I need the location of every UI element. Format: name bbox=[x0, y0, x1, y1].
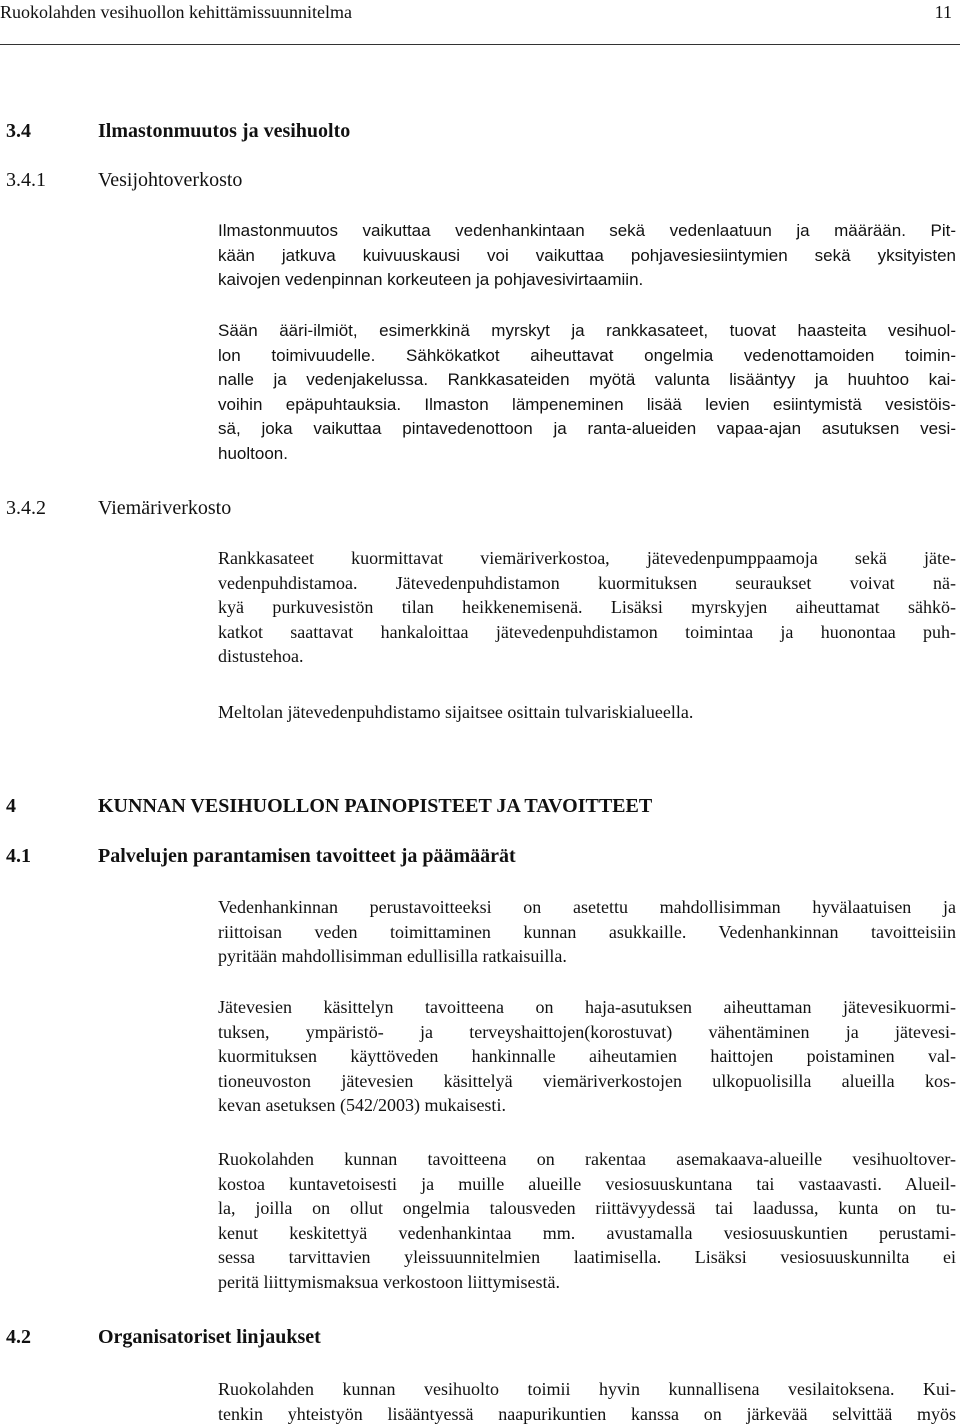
heading-3-4 bbox=[6, 120, 350, 143]
document-title: Ruokolahden vesihuollon kehittämissuunnitelma bbox=[0, 2, 352, 22]
text-line: kään jatkuva kuivuuskausi voi vaikuttaa pohjavesiesiintymien sekä yksityisten bbox=[218, 245, 956, 265]
paragraph-extreme-weather bbox=[218, 319, 956, 466]
text-line: kostoa kuntavetoisesti ja muille alueille vesiosuuskuntana tai vastaavasti. Alueil- bbox=[218, 1173, 956, 1194]
text-line: kyä purkuvesistön tilan heikkenemisenä. Lisäksi myrskyjen aiheuttamat sähkö- bbox=[218, 597, 956, 617]
heading-number: 4.1 bbox=[6, 845, 31, 867]
text-line: Ruokolahden kunnan tavoitteena on rakentaa asemakaava-alueille vesihuoltover- bbox=[218, 1149, 956, 1169]
heading-title: Viemäriverkosto bbox=[98, 497, 232, 519]
text-line: sä, joka vaikuttaa pintavedenottoon ja ranta-alueiden vapaa-ajan asutuksen vesi- bbox=[218, 419, 956, 438]
heading-number: 3.4.2 bbox=[6, 497, 46, 519]
text-line: tenkin yhteistyön lisääntyessä naapurikuntien kanssa on järkevää selvittää myös bbox=[218, 1403, 956, 1424]
heading-number: 3.4 bbox=[6, 120, 31, 142]
text-line: Jätevesien käsittelyn tavoitteena on haja-asutuksen aiheuttaman jätevesikuormi- bbox=[218, 997, 956, 1017]
paragraph-meltola bbox=[218, 700, 956, 725]
heading-number: 3.4.1 bbox=[6, 169, 46, 191]
text-line: Sään ääri-ilmiöt, esimerkkinä myrskyt ja rankkasateet, tuovat haasteita vesihuol- bbox=[218, 321, 956, 340]
paragraph-water-supply-goals bbox=[218, 895, 956, 969]
paragraph-wastewater-goals bbox=[218, 995, 956, 1118]
text-line: kaivojen vedenpinnan korkeuteen ja pohjavesivirtaamiin. bbox=[218, 270, 644, 289]
paragraph-climate-water-supply bbox=[218, 219, 956, 293]
heading-title: KUNNAN VESIHUOLLON PAINOPISTEET JA TAVOITTEET bbox=[98, 795, 653, 817]
text-line: huoltoon. bbox=[218, 443, 288, 463]
heading-3-4-1 bbox=[6, 169, 242, 192]
page-number: 11 bbox=[934, 2, 952, 22]
page-header bbox=[0, 0, 960, 46]
heading-title: Palvelujen parantamisen tavoitteet ja päämäärät bbox=[98, 845, 516, 867]
text-line: lon toimivuudelle. Sähkökatkot aiheuttavat ongelmia vedenottamoiden toimin- bbox=[218, 345, 956, 365]
text-line: tuksen, ympäristö- ja terveyshaittojen(korostuvat) vähentäminen ja jätevesi- bbox=[218, 1021, 956, 1042]
text-line: la, joilla on ollut ongelmia talousveden riittävyydessä tai laadussa, kunta on tu- bbox=[218, 1198, 956, 1218]
heading-title: Organisatoriset linjaukset bbox=[98, 1326, 321, 1348]
text-line: peritä liittymismaksua verkostoon liittymisestä. bbox=[218, 1271, 560, 1292]
text-line: Meltolan jätevedenpuhdistamo sijaitsee osittain tulvariskialueella. bbox=[218, 702, 694, 722]
heading-4 bbox=[6, 795, 652, 818]
text-line: Ruokolahden kunnan vesihuolto toimii hyvin kunnallisena vesilaitoksena. Kui- bbox=[218, 1379, 956, 1399]
heading-4-1 bbox=[6, 845, 516, 868]
paragraph-sewer-load bbox=[218, 546, 956, 669]
heading-title: Vesijohtoverkosto bbox=[98, 169, 243, 191]
text-line: kenut keskitettyä vedenhankintaa mm. avustamalla vesiosuuskuntien perustami- bbox=[218, 1222, 956, 1243]
heading-3-4-2 bbox=[6, 497, 231, 520]
text-line: sessa tarvittavien yleissuunnitelmien laatimisella. Lisäksi vesiosuuskunnilta ei bbox=[218, 1247, 956, 1267]
text-line: vedenpuhdistamoa. Jätevedenpuhdistamon kuormituksen seuraukset voivat nä- bbox=[218, 572, 956, 593]
paragraph-municipality-goals bbox=[218, 1147, 956, 1294]
text-line: riittoisan veden toimittaminen kunnan asukkaille. Vedenhankinnan tavoitteisiin bbox=[218, 921, 956, 942]
heading-number: 4 bbox=[6, 795, 16, 817]
header-divider bbox=[0, 44, 960, 45]
text-line: pyritään mahdollisimman edullisilla ratkaisuilla. bbox=[218, 946, 567, 966]
heading-4-2 bbox=[6, 1326, 321, 1349]
paragraph-organization bbox=[218, 1377, 956, 1426]
text-line: distustehoa. bbox=[218, 646, 304, 666]
text-line: tioneuvoston jätevesien käsittelyä viemäriverkostojen ulkopuolisilla alueilla kos- bbox=[218, 1070, 956, 1091]
text-line: kuormituksen käyttöveden hankinnalle aiheutamien haittojen poistaminen val- bbox=[218, 1046, 956, 1066]
heading-number: 4.2 bbox=[6, 1326, 31, 1348]
text-line: nalle ja vedenjakelussa. Rankkasateiden myötä valunta lisääntyy ja huuhtoo kai- bbox=[218, 370, 956, 389]
text-line: katkot saattavat hankaloittaa jätevedenpuhdistamon toimintaa ja huonontaa puh- bbox=[218, 621, 956, 642]
text-line: kevan asetuksen (542/2003) mukaisesti. bbox=[218, 1095, 506, 1115]
heading-title: Ilmastonmuutos ja vesihuolto bbox=[98, 120, 351, 142]
text-line: Vedenhankinnan perustavoitteeksi on asetettu mahdollisimman hyvälaatuisen ja bbox=[218, 897, 956, 917]
text-line: voihin epäpuhtauksia. Ilmaston lämpeneminen lisää levien esiintymistä vesistöis- bbox=[218, 394, 956, 414]
text-line: Rankkasateet kuormittavat viemäriverkostoa, jätevedenpumppaamoja sekä jäte- bbox=[218, 548, 956, 568]
text-line: Ilmastonmuutos vaikuttaa vedenhankintaan sekä vedenlaatuun ja määrään. Pit- bbox=[218, 221, 956, 240]
